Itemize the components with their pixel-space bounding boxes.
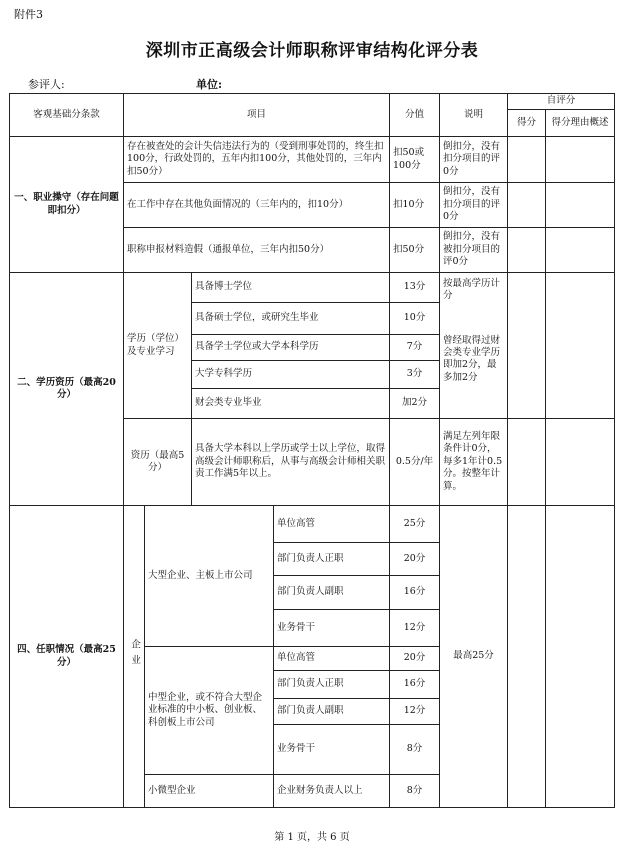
header-got-score: 得分	[508, 110, 546, 137]
seniority-note: 满足左列年限条件计0分，每多1年计0.5分。按整年计算。	[440, 419, 508, 506]
enterprise-label	[124, 506, 145, 808]
position-score: 8分	[390, 725, 440, 775]
position-item: 部门负责人正职	[274, 671, 390, 699]
position-score: 8分	[390, 775, 440, 808]
header-score: 分值	[390, 94, 440, 137]
position-score: 12分	[390, 610, 440, 647]
seniority-item: 具备大学本科以上学历或学士以上学位，取得高级会计师职称后，从事与高级会计师相关职责工作满5年以上。	[192, 419, 390, 506]
position-score: 12分	[390, 699, 440, 725]
section1-item-2: 在工作中存在其他负面情况的（三年内的，扣10分）	[124, 183, 390, 228]
self-score-cell[interactable]	[508, 506, 546, 808]
position-item: 业务骨干	[274, 725, 390, 775]
education-score-3: 7分	[390, 335, 440, 361]
page-title: 深圳市正高级会计师职称评审结构化评分表	[145, 41, 479, 61]
education-item-4: 大学专科学历	[192, 361, 390, 389]
section1-note-1: 倒扣分，没有扣分项目的评0分	[440, 137, 508, 183]
section1-label: 一、职业操守（存在问题即扣分）	[10, 137, 124, 273]
section1-note-2: 倒扣分，没有扣分项目的评0分	[440, 183, 508, 228]
self-score-cell[interactable]	[508, 228, 546, 273]
education-score-5: 加2分	[390, 389, 440, 419]
small-enterprise-label: 小微型企业	[145, 775, 274, 808]
self-score-cell[interactable]	[508, 183, 546, 228]
section2-label: 二、学历资历（最高20分）	[10, 273, 124, 506]
score-reason-cell[interactable]	[546, 419, 615, 506]
position-item: 业务骨干	[274, 610, 390, 647]
section1-score-1: 扣50或100分	[390, 137, 440, 183]
education-score-4: 3分	[390, 361, 440, 389]
education-note-2: 曾经取得过财会类专业学历即加2分，最多加2分	[443, 334, 501, 383]
position-item: 部门负责人副职	[274, 699, 390, 725]
position-item: 部门负责人正职	[274, 543, 390, 576]
section1-item-1: 存在被查处的会计失信违法行为的（受到刑事处罚的，终生扣100分，行政处罚的，五年内扣100分，其他处罚的，三年内扣50分）	[124, 137, 390, 183]
page-footer: 第 1 页，共 6 页	[274, 832, 350, 843]
section4-label: 四、任职情况（最高25分）	[10, 506, 124, 808]
medium-enterprise-label: 中型企业，或不符合大型企业标准的中小板、创业板、科创板上市公司	[145, 647, 274, 775]
education-score-2: 10分	[390, 303, 440, 335]
seniority-score: 0.5分/年	[390, 419, 440, 506]
score-reason-cell[interactable]	[546, 183, 615, 228]
position-score: 16分	[390, 671, 440, 699]
score-reason-cell[interactable]	[546, 273, 615, 419]
education-note	[440, 273, 508, 419]
header-description: 说明	[440, 94, 508, 137]
enterprise-label-text: 企业	[129, 638, 141, 670]
score-reason-cell[interactable]	[546, 228, 615, 273]
section1-item-3: 职称申报材料造假（通报单位，三年内扣50分）	[124, 228, 390, 273]
self-score-cell[interactable]	[508, 137, 546, 183]
education-item-2: 具备硕士学位，或研究生毕业	[192, 303, 390, 335]
score-reason-cell[interactable]	[546, 506, 615, 808]
education-item-1: 具备博士学位	[192, 273, 390, 303]
header-project: 项目	[124, 94, 390, 137]
education-score-1: 13分	[390, 273, 440, 303]
section1-score-2: 扣10分	[390, 183, 440, 228]
position-item: 单位高管	[274, 506, 390, 543]
score-reason-cell[interactable]	[546, 137, 615, 183]
education-label: 学历（学位）及专业学习	[124, 273, 192, 419]
seniority-label: 资历（最高5分）	[124, 419, 192, 506]
position-score: 25分	[390, 506, 440, 543]
self-score-cell[interactable]	[508, 273, 546, 419]
position-item: 部门负责人副职	[274, 576, 390, 610]
self-score-cell[interactable]	[508, 419, 546, 506]
scoring-table	[9, 93, 615, 808]
position-item: 企业财务负责人以上	[274, 775, 390, 808]
position-score: 20分	[390, 543, 440, 576]
section1-note-3: 倒扣分，没有被扣分项目的评0分	[440, 228, 508, 273]
unit-label: 单位:	[196, 78, 223, 91]
header-base-items: 客观基础分条款	[10, 94, 124, 137]
header-score-reason: 得分理由概述	[546, 110, 615, 137]
position-item: 单位高管	[274, 647, 390, 671]
header-self-score: 自评分	[508, 94, 615, 110]
education-note-1: 按最高学历计分	[443, 278, 501, 302]
section4-note: 最高25分	[440, 506, 508, 808]
position-score: 20分	[390, 647, 440, 671]
education-item-3: 具备学士学位或大学本科学历	[192, 335, 390, 361]
section1-score-3: 扣50分	[390, 228, 440, 273]
education-item-5: 财会类专业毕业	[192, 389, 390, 419]
applicant-label: 参评人:	[28, 78, 65, 91]
large-enterprise-label: 大型企业、主板上市公司	[145, 506, 274, 647]
attachment-label: 附件3	[14, 8, 43, 21]
position-score: 16分	[390, 576, 440, 610]
